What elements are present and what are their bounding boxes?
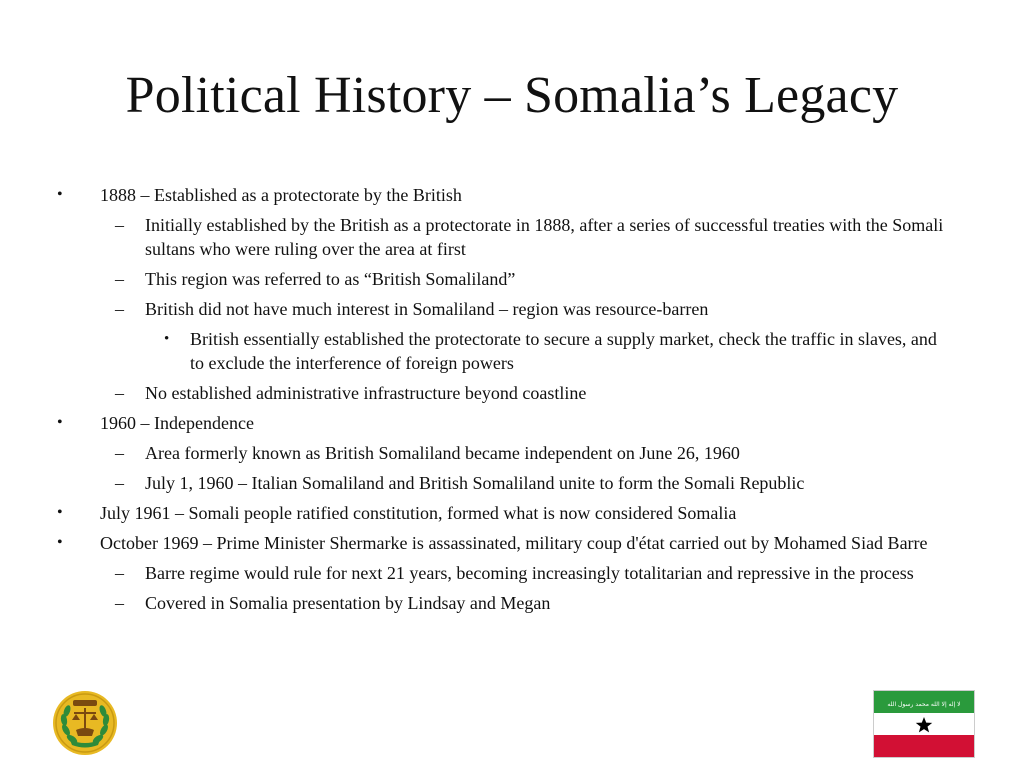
dash-marker: – — [115, 215, 124, 235]
bullet-text: October 1969 – Prime Minister Shermarke is assassinated, military coup d'état carried out by Mohamed Siad Barre — [100, 533, 928, 553]
flag-icon — [873, 690, 975, 758]
bullet-marker: • — [164, 331, 170, 347]
bullet-text: Barre regime would rule for next 21 years, becoming increasingly totalitarian and repressive in the process — [145, 563, 914, 583]
bullet-text: British did not have much interest in Somaliland – region was resource-barren — [145, 299, 709, 319]
dash-marker: – — [115, 563, 124, 583]
bullet-text: 1888 – Established as a protectorate by the British — [100, 185, 462, 205]
bullet-item-level-3 — [164, 327, 950, 375]
bullet-marker: • — [57, 414, 63, 431]
bullet-item-level-2 — [115, 267, 950, 291]
bullet-item-level-1 — [57, 183, 950, 207]
bullet-list — [0, 183, 1024, 621]
dash-marker: – — [115, 299, 124, 319]
dash-marker: – — [115, 473, 124, 493]
bullet-item-level-2 — [115, 441, 950, 465]
bullet-text: July 1961 – Somali people ratified constitution, formed what is now considered Somalia — [100, 503, 737, 523]
flag-script-text: لا إله إلا الله محمد رسول الله — [887, 701, 961, 708]
bullet-text: This region was referred to as “British Somaliland” — [145, 269, 516, 289]
bullet-item-level-1 — [57, 411, 950, 435]
bullet-item-level-2 — [115, 381, 950, 405]
bullet-text: No established administrative infrastructure beyond coastline — [145, 383, 587, 403]
dash-marker: – — [115, 383, 124, 403]
bullet-text: Area formerly known as British Somaliland became independent on June 26, 1960 — [145, 443, 740, 463]
bullet-item-level-1 — [57, 531, 950, 555]
bullet-item-level-2 — [115, 297, 950, 321]
bullet-item-level-2 — [115, 213, 950, 261]
bullet-marker: • — [57, 186, 63, 203]
slide-title: Political History – Somalia’s Legacy — [125, 67, 899, 124]
bullet-text: Initially established by the British as a protectorate in 1888, after a series of successful treaties with the Somali sultans who were ruling over the area at first — [145, 215, 944, 259]
bullet-marker: • — [57, 534, 63, 551]
bullet-text: 1960 – Independence — [100, 413, 254, 433]
bullet-item-level-1 — [57, 501, 950, 525]
bullet-text: British essentially established the protectorate to secure a supply market, check the traffic in slaves, and to exclude the interference of foreign powers — [190, 329, 937, 373]
bullet-item-level-2 — [115, 591, 950, 615]
bullet-item-level-2 — [115, 561, 950, 585]
coat-of-arms-icon — [52, 690, 118, 756]
bullet-text: Covered in Somalia presentation by Lindsay and Megan — [145, 593, 551, 613]
bullet-text: July 1, 1960 – Italian Somaliland and British Somaliland unite to form the Somali Republic — [145, 473, 805, 493]
bullet-item-level-2 — [115, 471, 950, 495]
bullet-marker: • — [57, 504, 63, 521]
dash-marker: – — [115, 443, 124, 463]
dash-marker: – — [115, 593, 124, 613]
dash-marker: – — [115, 269, 124, 289]
